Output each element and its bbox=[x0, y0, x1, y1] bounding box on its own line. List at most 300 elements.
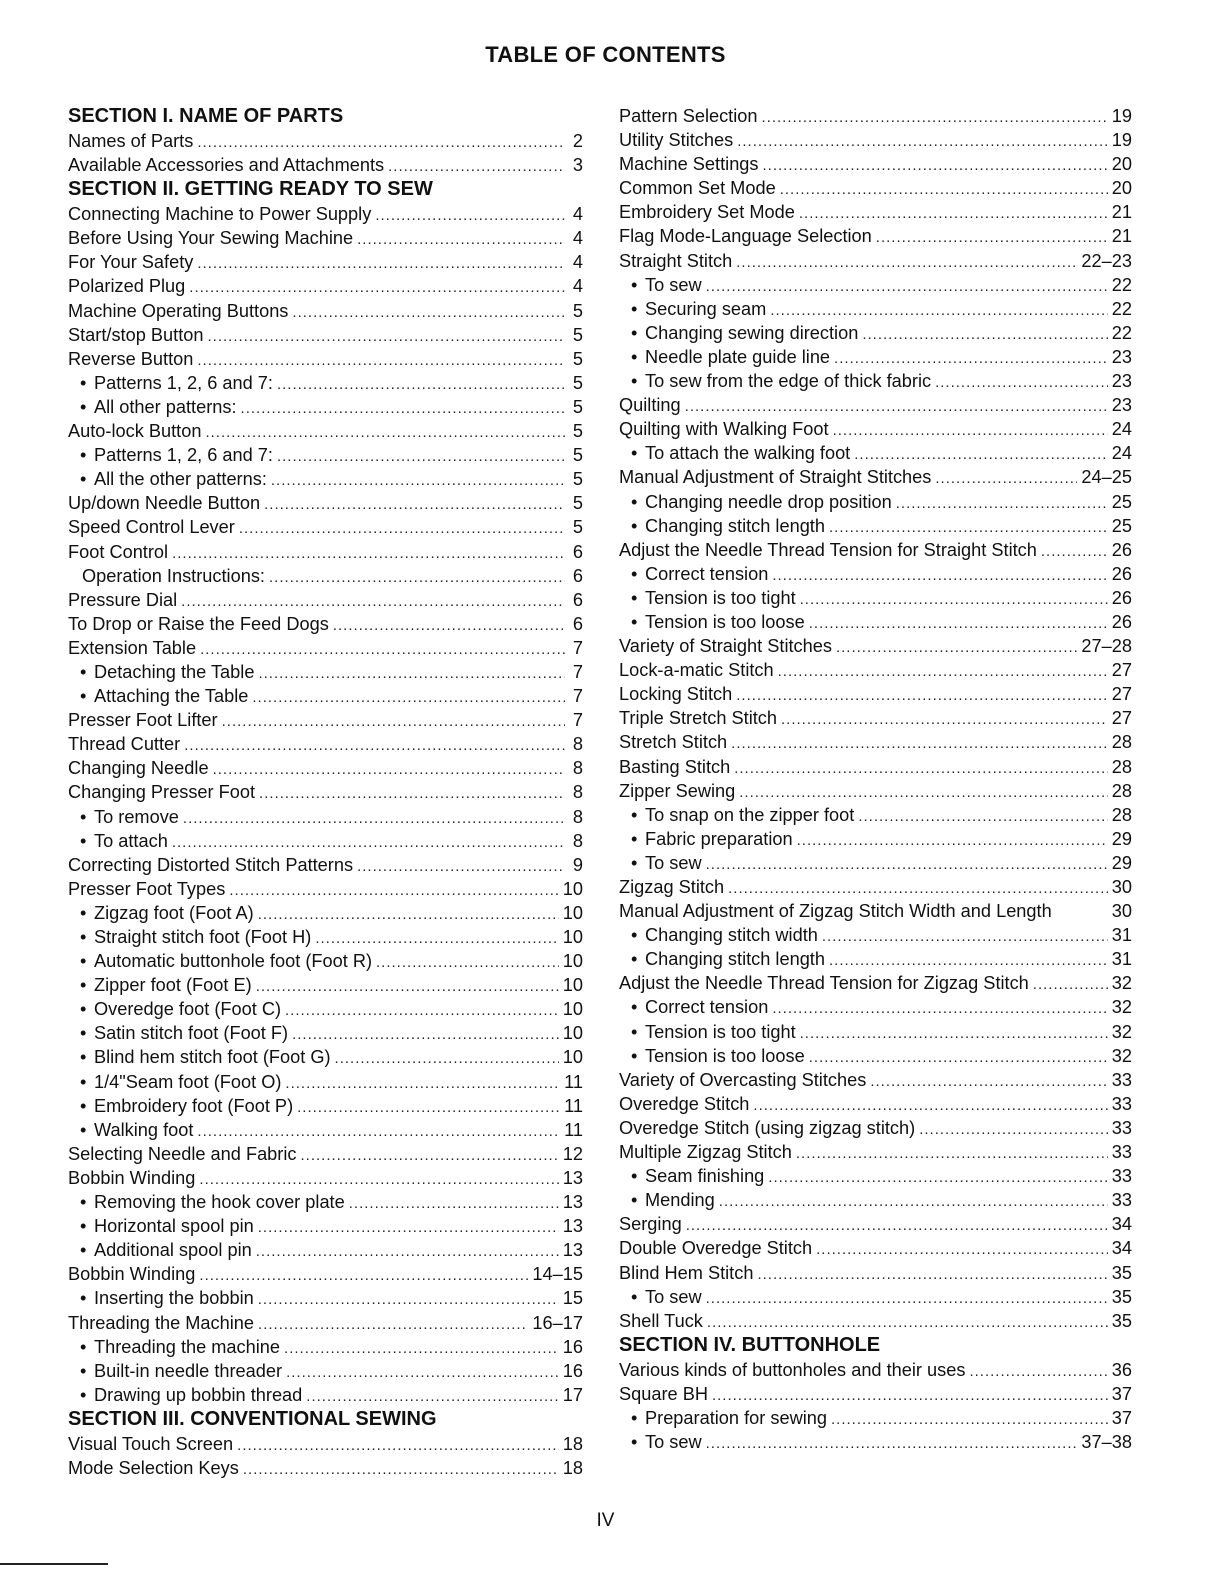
toc-entry-label bbox=[619, 1430, 702, 1454]
toc-entry-text: Polarized Plug bbox=[68, 276, 186, 297]
toc-entry-label bbox=[68, 540, 168, 564]
toc-entry bbox=[68, 1383, 583, 1407]
toc-entry-label bbox=[619, 465, 931, 489]
toc-entry-text: Utility Stitches bbox=[619, 130, 734, 151]
dot-leader bbox=[258, 1313, 528, 1337]
toc-page-number: 34 bbox=[1111, 1238, 1132, 1259]
toc-page-number: 26 bbox=[1111, 587, 1132, 608]
toc-entry-label bbox=[619, 779, 735, 803]
toc-entry bbox=[619, 490, 1132, 514]
bullet-icon: • bbox=[80, 396, 87, 417]
toc-page-number: 4 bbox=[572, 204, 583, 225]
dot-leader bbox=[896, 492, 1108, 516]
toc-entry bbox=[619, 1358, 1132, 1382]
dot-leader bbox=[197, 131, 565, 155]
toc-entry-label bbox=[68, 901, 254, 925]
dot-leader bbox=[258, 1288, 559, 1312]
toc-entry-text: Walking foot bbox=[94, 1119, 194, 1140]
toc-entry-text: Manual Adjustment of Straight Stitches bbox=[619, 467, 932, 488]
toc-page-number: 6 bbox=[572, 565, 583, 586]
toc-entry bbox=[68, 1262, 583, 1286]
dot-leader bbox=[772, 564, 1107, 588]
dot-leader bbox=[762, 106, 1108, 130]
dot-leader bbox=[728, 877, 1108, 901]
toc-page-number: 29 bbox=[1111, 828, 1132, 849]
toc-entry-text: Flag Mode-Language Selection bbox=[619, 226, 872, 247]
section-heading bbox=[619, 1333, 1132, 1358]
toc-entry-label bbox=[619, 128, 733, 152]
dot-leader bbox=[297, 1096, 560, 1120]
bullet-icon: • bbox=[631, 587, 638, 608]
dot-leader bbox=[731, 732, 1108, 756]
toc-entry bbox=[619, 875, 1132, 899]
toc-entry bbox=[619, 104, 1132, 128]
toc-entry bbox=[68, 997, 583, 1021]
bullet-icon: • bbox=[631, 925, 638, 946]
toc-entry-text: Inserting the bobbin bbox=[94, 1288, 254, 1309]
toc-page-number: 27 bbox=[1111, 660, 1132, 681]
dot-leader bbox=[189, 276, 565, 300]
toc-entry bbox=[619, 224, 1132, 248]
dot-leader bbox=[375, 204, 565, 228]
toc-page-number: 34 bbox=[1111, 1214, 1132, 1235]
toc-entry-text: Tension is too loose bbox=[645, 1045, 805, 1066]
toc-entry-label bbox=[68, 1335, 280, 1359]
dot-leader bbox=[239, 517, 565, 541]
toc-entry bbox=[619, 562, 1132, 586]
toc-page-number: 8 bbox=[572, 806, 583, 827]
toc-entry-label bbox=[68, 973, 252, 997]
bullet-icon: • bbox=[80, 830, 87, 851]
toc-page-number: 26 bbox=[1111, 563, 1132, 584]
toc-entry bbox=[68, 1045, 583, 1069]
toc-page-number: 18 bbox=[562, 1457, 583, 1478]
toc-page-number: 37–38 bbox=[1081, 1432, 1132, 1453]
dot-leader bbox=[797, 829, 1108, 853]
section-heading bbox=[68, 177, 583, 202]
toc-page-number: 6 bbox=[572, 589, 583, 610]
toc-entry-text: Auto-lock Button bbox=[68, 421, 202, 442]
dot-leader bbox=[734, 757, 1108, 781]
toc-entry bbox=[619, 827, 1132, 851]
toc-page-number: 5 bbox=[572, 300, 583, 321]
toc-entry bbox=[619, 1309, 1132, 1333]
bullet-icon: • bbox=[80, 1047, 87, 1068]
bullet-icon: • bbox=[80, 469, 87, 490]
toc-entry-text: Embroidery Set Mode bbox=[619, 202, 795, 223]
toc-page-number: 22–23 bbox=[1081, 250, 1132, 271]
toc-page-number: 10 bbox=[562, 999, 583, 1020]
dot-leader bbox=[919, 1118, 1108, 1142]
toc-entry-text: Adjust the Needle Thread Tension for Zigzag Stitch bbox=[619, 973, 1029, 994]
toc-entry-text: Operation Instructions: bbox=[82, 565, 265, 586]
section-heading-text: SECTION III. CONVENTIONAL SEWING bbox=[68, 1407, 437, 1430]
dot-leader bbox=[388, 155, 565, 179]
bullet-icon: • bbox=[631, 828, 638, 849]
toc-entry-text: Tension is too tight bbox=[645, 1021, 796, 1042]
bullet-icon: • bbox=[80, 1288, 87, 1309]
toc-entry-label bbox=[619, 562, 768, 586]
toc-entry-text: To sew bbox=[645, 852, 702, 873]
toc-entry bbox=[619, 682, 1132, 706]
dot-leader bbox=[241, 397, 565, 421]
toc-entry-text: Pressure Dial bbox=[68, 589, 178, 610]
toc-entry-label bbox=[68, 588, 177, 612]
toc-page-number: 7 bbox=[572, 710, 583, 731]
toc-entry-label bbox=[619, 610, 805, 634]
bullet-icon: • bbox=[80, 372, 87, 393]
dot-leader bbox=[1033, 973, 1108, 997]
dot-leader bbox=[719, 1190, 1108, 1214]
toc-entry-text: To sew bbox=[645, 274, 702, 295]
toc-entry-text: Square BH bbox=[619, 1383, 708, 1404]
dot-leader bbox=[739, 781, 1108, 805]
toc-entry-text: Selecting Needle and Fabric bbox=[68, 1143, 297, 1164]
dot-leader bbox=[243, 1458, 559, 1482]
toc-entry-text: Common Set Mode bbox=[619, 178, 776, 199]
toc-page-number: 4 bbox=[572, 228, 583, 249]
toc-entry-text: Presser Foot Lifter bbox=[68, 710, 218, 731]
toc-entry-label bbox=[619, 1309, 703, 1333]
toc-entry bbox=[619, 1188, 1132, 1212]
toc-entry-label bbox=[619, 249, 732, 273]
toc-entry-label bbox=[619, 1116, 915, 1140]
toc-page-number: 7 bbox=[572, 637, 583, 658]
toc-entry bbox=[68, 853, 583, 877]
toc-entry-label bbox=[619, 1140, 792, 1164]
dot-leader bbox=[780, 178, 1108, 202]
toc-entry-label bbox=[68, 853, 353, 877]
toc-entry-text: Correct tension bbox=[645, 563, 769, 584]
toc-page-number: 19 bbox=[1111, 106, 1132, 126]
toc-entry-text: Drawing up bobbin thread bbox=[94, 1384, 303, 1405]
toc-entry-label bbox=[68, 925, 311, 949]
toc-entry bbox=[68, 973, 583, 997]
toc-entry-text: Changing stitch length bbox=[645, 515, 825, 536]
dot-leader bbox=[183, 807, 565, 831]
toc-entry bbox=[619, 273, 1132, 297]
toc-page-number: 11 bbox=[564, 1095, 583, 1116]
toc-entry-label bbox=[619, 417, 829, 441]
toc-page-number: 27 bbox=[1111, 708, 1132, 729]
toc-page-number: 28 bbox=[1111, 804, 1132, 825]
toc-entry-text: Variety of Straight Stitches bbox=[619, 636, 832, 657]
toc-entry-label bbox=[619, 1164, 764, 1188]
toc-page-number: 16 bbox=[562, 1336, 583, 1357]
dot-leader bbox=[685, 395, 1108, 419]
toc-page-number: 10 bbox=[562, 1023, 583, 1044]
toc-entry bbox=[619, 152, 1132, 176]
toc-entry-text: Overedge Stitch bbox=[619, 1093, 750, 1114]
toc-page-number: 33 bbox=[1111, 1093, 1132, 1114]
dot-leader bbox=[184, 734, 565, 758]
dot-leader bbox=[197, 349, 565, 373]
toc-page-number: 33 bbox=[1111, 1117, 1132, 1138]
toc-entry-text: Overedge foot (Foot C) bbox=[94, 999, 282, 1020]
toc-page-number: 30 bbox=[1111, 901, 1132, 922]
toc-entry bbox=[619, 249, 1132, 273]
toc-entry-text: To attach bbox=[94, 830, 168, 851]
dot-leader bbox=[286, 1361, 559, 1385]
dot-leader bbox=[800, 588, 1108, 612]
bullet-icon: • bbox=[80, 902, 87, 923]
toc-entry-label bbox=[68, 419, 201, 443]
toc-entry-text: Horizontal spool pin bbox=[94, 1216, 254, 1237]
toc-entry-label bbox=[68, 299, 288, 323]
bullet-icon: • bbox=[631, 298, 638, 319]
toc-entry bbox=[619, 417, 1132, 441]
toc-entry-label bbox=[619, 682, 732, 706]
toc-entry-label bbox=[68, 636, 196, 660]
toc-entry bbox=[619, 321, 1132, 345]
toc-entry-label bbox=[619, 104, 758, 128]
toc-page-number: 10 bbox=[562, 878, 583, 899]
toc-page-number: 27 bbox=[1111, 684, 1132, 705]
toc-entry-text: Threading the Machine bbox=[68, 1312, 255, 1333]
toc-entry-label bbox=[68, 1262, 195, 1286]
toc-entry bbox=[619, 1068, 1132, 1092]
dot-leader bbox=[306, 1385, 558, 1409]
toc-page-number: 5 bbox=[572, 348, 583, 369]
dot-leader bbox=[277, 373, 565, 397]
toc-entry bbox=[619, 803, 1132, 827]
toc-entry bbox=[68, 250, 583, 274]
toc-entry-label bbox=[619, 176, 776, 200]
toc-page-number: 27–28 bbox=[1081, 636, 1132, 657]
bullet-icon: • bbox=[631, 371, 638, 392]
toc-entry-text: Available Accessories and Attachments bbox=[68, 155, 385, 176]
dot-leader bbox=[259, 782, 565, 806]
bullet-icon: • bbox=[80, 806, 87, 827]
toc-entry bbox=[68, 612, 583, 636]
toc-entry bbox=[68, 1456, 583, 1480]
toc-page-number: 6 bbox=[572, 613, 583, 634]
toc-entry-label bbox=[619, 947, 825, 971]
toc-page-number: 37 bbox=[1111, 1407, 1132, 1428]
bullet-icon: • bbox=[80, 1384, 87, 1405]
toc-entry-text: To snap on the zipper foot bbox=[645, 804, 855, 825]
bullet-icon: • bbox=[631, 1286, 638, 1307]
toc-page-number: 31 bbox=[1111, 949, 1132, 970]
dot-leader bbox=[222, 710, 565, 734]
toc-entry bbox=[68, 202, 583, 226]
toc-entry-text: Detaching the Table bbox=[94, 661, 255, 682]
toc-entry-label bbox=[68, 323, 203, 347]
dot-leader bbox=[772, 997, 1107, 1021]
toc-page-number: 4 bbox=[572, 276, 583, 297]
toc-entry-label bbox=[619, 634, 832, 658]
toc-column-left bbox=[68, 104, 583, 1480]
toc-page-number: 22 bbox=[1111, 274, 1132, 295]
toc-entry bbox=[68, 564, 583, 588]
toc-entry-text: All other patterns: bbox=[94, 396, 237, 417]
toc-entry-text: Mending bbox=[645, 1190, 715, 1211]
toc-entry-label bbox=[68, 395, 237, 419]
dot-leader bbox=[706, 853, 1108, 877]
toc-page-number: 18 bbox=[562, 1433, 583, 1454]
toc-entry-text: Correcting Distorted Stitch Patterns bbox=[68, 854, 354, 875]
section-heading-text: SECTION IV. BUTTONHOLE bbox=[619, 1333, 881, 1356]
dot-leader bbox=[258, 1216, 559, 1240]
bullet-icon: • bbox=[631, 443, 638, 464]
toc-entry-label bbox=[68, 1286, 254, 1310]
toc-entry bbox=[68, 1118, 583, 1142]
toc-entry-label bbox=[68, 1311, 254, 1335]
toc-entry-label bbox=[68, 1045, 331, 1069]
bullet-icon: • bbox=[631, 515, 638, 536]
bullet-icon: • bbox=[631, 1432, 638, 1453]
toc-entry bbox=[68, 949, 583, 973]
toc-entry-label bbox=[619, 658, 774, 682]
dot-leader bbox=[205, 421, 565, 445]
toc-entry-label bbox=[68, 129, 193, 153]
toc-entry bbox=[619, 297, 1132, 321]
dot-leader bbox=[315, 927, 558, 951]
toc-entry bbox=[619, 1092, 1132, 1116]
toc-entry-label bbox=[619, 755, 730, 779]
toc-entry bbox=[619, 1164, 1132, 1188]
dot-leader bbox=[213, 758, 565, 782]
toc-entry bbox=[619, 1212, 1132, 1236]
section-heading-text: SECTION II. GETTING READY TO SEW bbox=[68, 178, 433, 201]
toc-entry-label bbox=[619, 875, 724, 899]
toc-entry-text: Reverse Button bbox=[68, 348, 194, 369]
toc-entry-label bbox=[68, 1359, 282, 1383]
bullet-icon: • bbox=[631, 1166, 638, 1187]
toc-entry-label bbox=[619, 803, 854, 827]
toc-entry bbox=[68, 1311, 583, 1335]
toc-page-number: 24 bbox=[1111, 443, 1132, 464]
toc-entry-label bbox=[619, 369, 931, 393]
toc-page-number: 5 bbox=[572, 517, 583, 538]
toc-entry bbox=[619, 923, 1132, 947]
toc-page-number: 5 bbox=[572, 372, 583, 393]
toc-entry-label bbox=[68, 949, 372, 973]
dot-leader bbox=[829, 516, 1108, 540]
toc-entry bbox=[619, 441, 1132, 465]
toc-page-number: 13 bbox=[562, 1192, 583, 1213]
toc-entry-label bbox=[619, 1092, 749, 1116]
toc-entry bbox=[619, 947, 1132, 971]
bullet-icon: • bbox=[80, 927, 87, 947]
toc-entry bbox=[619, 1261, 1132, 1285]
toc-entry-text: Patterns 1, 2, 6 and 7: bbox=[94, 445, 273, 466]
toc-entry-label bbox=[68, 1432, 233, 1456]
bullet-icon: • bbox=[80, 1240, 87, 1261]
toc-entry-text: To attach the walking foot bbox=[645, 443, 851, 464]
toc-entry-label bbox=[68, 732, 180, 756]
page-title: TABLE OF CONTENTS bbox=[485, 42, 726, 67]
toc-entry bbox=[68, 443, 583, 467]
dot-leader bbox=[809, 612, 1108, 636]
toc-entry-text: Visual Touch Screen bbox=[68, 1433, 234, 1454]
dot-leader bbox=[1041, 540, 1108, 564]
dot-leader bbox=[237, 1434, 559, 1458]
toc-entry-label bbox=[68, 491, 260, 515]
toc-entry-text: For Your Safety bbox=[68, 252, 194, 273]
toc-entry-text: Removing the hook cover plate bbox=[94, 1192, 345, 1213]
toc-entry-label bbox=[68, 780, 255, 804]
toc-entry-label bbox=[68, 612, 329, 636]
toc-entry-label bbox=[619, 1236, 812, 1260]
toc-entry bbox=[619, 1285, 1132, 1309]
toc-entry-text: Locking Stitch bbox=[619, 684, 733, 705]
toc-entry-text: Various kinds of buttonholes and their uses bbox=[619, 1359, 966, 1380]
toc-page-number: 5 bbox=[572, 324, 583, 345]
toc-entry bbox=[619, 971, 1132, 995]
toc-page-number: 8 bbox=[572, 830, 583, 851]
toc-entry bbox=[619, 899, 1132, 923]
toc-entry bbox=[68, 153, 583, 177]
toc-entry-label bbox=[619, 971, 1029, 995]
dot-leader bbox=[335, 1047, 559, 1071]
section-heading bbox=[68, 1407, 583, 1432]
toc-entry-text: Multiple Zigzag Stitch bbox=[619, 1142, 792, 1163]
toc-entry-text: Machine Settings bbox=[619, 154, 759, 175]
toc-page-number: 20 bbox=[1111, 154, 1132, 175]
toc-page-number: 29 bbox=[1111, 852, 1132, 873]
dot-leader bbox=[199, 1168, 558, 1192]
toc-entry bbox=[619, 369, 1132, 393]
toc-entry-label bbox=[68, 1383, 302, 1407]
toc-page-number: 12 bbox=[562, 1143, 583, 1164]
toc-entry-label bbox=[619, 1044, 805, 1068]
toc-page-number: 14–15 bbox=[532, 1264, 583, 1285]
toc-entry-label bbox=[619, 393, 681, 417]
toc-entry-label bbox=[619, 851, 702, 875]
toc-page-number: 8 bbox=[572, 782, 583, 803]
toc-entry-text: Extension Table bbox=[68, 637, 197, 658]
toc-entry bbox=[619, 1044, 1132, 1068]
dot-leader bbox=[197, 1120, 560, 1144]
toc-entry bbox=[68, 515, 583, 539]
toc-entry-text: Satin stitch foot (Foot F) bbox=[94, 1023, 289, 1044]
dot-leader bbox=[258, 662, 565, 686]
toc-entry bbox=[619, 1382, 1132, 1406]
toc-page-number: 20 bbox=[1111, 178, 1132, 199]
dot-leader bbox=[858, 805, 1107, 829]
toc-entry-text: Names of Parts bbox=[68, 131, 194, 151]
toc-entry-text: Automatic buttonhole foot (Foot R) bbox=[94, 951, 373, 972]
toc-entry-label bbox=[68, 805, 179, 829]
toc-entry-label bbox=[619, 224, 872, 248]
dot-leader bbox=[229, 879, 558, 903]
bullet-icon: • bbox=[631, 322, 638, 343]
toc-entry bbox=[619, 514, 1132, 538]
toc-entry bbox=[619, 128, 1132, 152]
toc-page-number: 10 bbox=[562, 975, 583, 996]
bullet-icon: • bbox=[631, 852, 638, 873]
toc-page-number: 10 bbox=[562, 902, 583, 923]
toc-page-number: 33 bbox=[1111, 1190, 1132, 1211]
toc-entry bbox=[68, 226, 583, 250]
dot-leader bbox=[200, 638, 565, 662]
toc-page-number: 7 bbox=[572, 661, 583, 682]
toc-entry-label bbox=[619, 1285, 702, 1309]
toc-entry-label bbox=[68, 371, 273, 395]
toc-entry-text: Patterns 1, 2, 6 and 7: bbox=[94, 372, 273, 393]
toc-entry-text: Foot Control bbox=[68, 541, 169, 562]
toc-entry bbox=[68, 129, 583, 153]
toc-page-number: 36 bbox=[1111, 1359, 1132, 1380]
dot-leader bbox=[737, 130, 1108, 154]
toc-entry bbox=[619, 1406, 1132, 1430]
dot-leader bbox=[199, 1264, 528, 1288]
toc-entry bbox=[619, 706, 1132, 730]
bullet-icon: • bbox=[631, 804, 638, 825]
toc-entry bbox=[68, 684, 583, 708]
toc-entry-text: Triple Stretch Stitch bbox=[619, 708, 778, 729]
